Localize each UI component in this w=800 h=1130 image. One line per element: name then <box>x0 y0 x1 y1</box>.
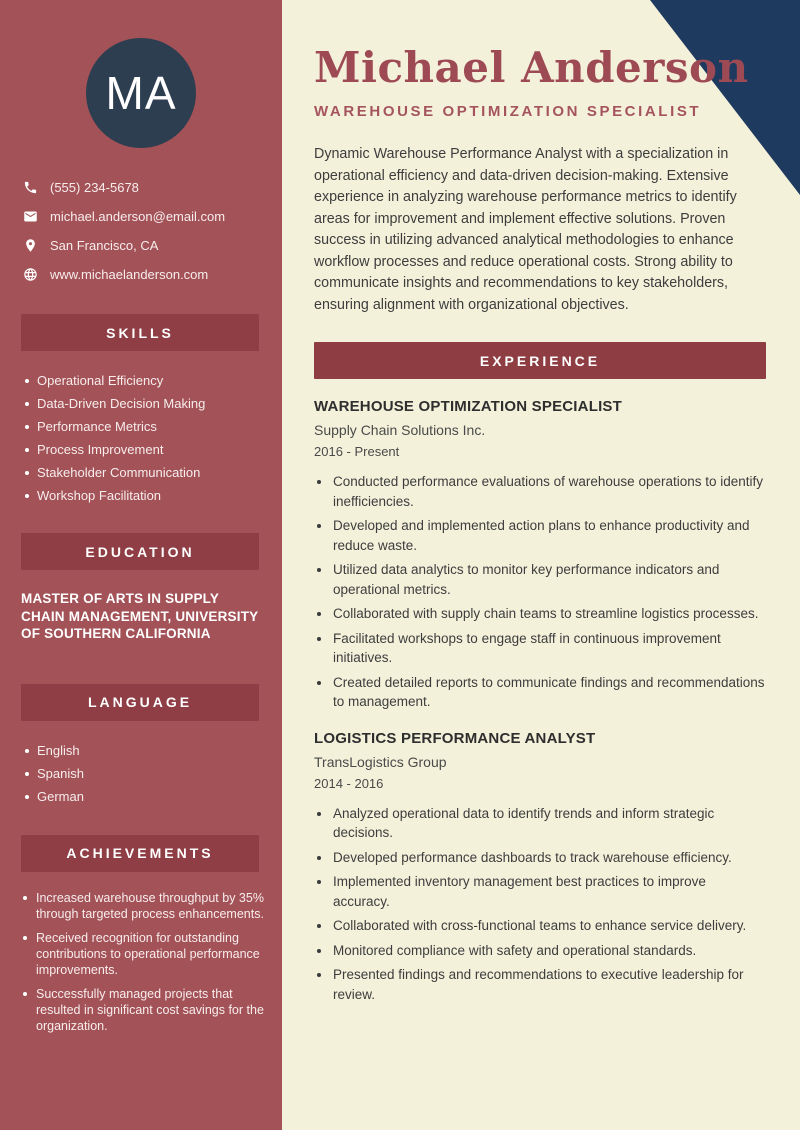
job-bullet-text: Utilized data analytics to monitor key performance indicators and operational metrics. <box>333 562 720 597</box>
sidebar <box>0 0 282 1130</box>
contact-website-text: www.michaelanderson.com <box>50 267 209 282</box>
job-company: Supply Chain Solutions Inc. <box>314 422 486 438</box>
contact-location <box>23 236 266 255</box>
job-bullet <box>314 560 766 599</box>
job-bullet-text: Analyzed operational data to identify trends and inform strategic decisions. <box>333 805 715 840</box>
language-section-header: LANGUAGE <box>21 684 259 721</box>
job-company: TransLogistics Group <box>314 753 447 770</box>
bullet-icon <box>317 973 321 977</box>
achievement-item <box>23 986 264 1034</box>
bullet-icon <box>317 880 321 884</box>
language-label: Spanish <box>37 765 84 781</box>
experience-section-header: EXPERIENCE <box>314 342 766 379</box>
main-column <box>282 0 800 1009</box>
bullet-icon <box>23 936 27 940</box>
bullet-icon <box>25 795 29 799</box>
profile-summary: Dynamic Warehouse Performance Analyst with a specialization in operational efficiency and data-driven decision-making. Extensive experience in analyzing warehouse performance metrics to identify areas for improvement and implement effective solutions. Proven success in utilizing advanced analytical methodologies to enhance workflow processes and reduce operational costs. Strong ability to communicate insights and recommendations to key stakeholders, ensuring alignment with organizational objectives. <box>314 146 737 313</box>
job-bullet <box>314 848 766 868</box>
job-title: LOGISTICS PERFORMANCE ANALYST <box>314 729 596 747</box>
achievement-item <box>23 930 264 978</box>
bullet-icon <box>25 379 29 383</box>
job-dates: 2016 - Present <box>314 444 400 459</box>
job-bullet <box>314 472 766 511</box>
job-title: WAREHOUSE OPTIMIZATION SPECIALIST <box>314 398 622 415</box>
language-item <box>25 785 264 808</box>
job-bullet-list <box>314 804 766 1005</box>
skills-list <box>25 369 264 507</box>
achievements-section-header: ACHIEVEMENTS <box>21 835 259 872</box>
bullet-icon <box>25 425 29 429</box>
skill-item <box>25 415 264 438</box>
job-bullet <box>314 916 766 936</box>
job-bullet <box>314 629 766 668</box>
bullet-icon <box>23 992 27 996</box>
contact-phone-text: (555) 234-5678 <box>50 180 139 195</box>
globe-icon <box>23 267 38 282</box>
contact-website <box>23 265 266 284</box>
skill-item <box>25 484 264 507</box>
skill-label: Data-Driven Decision Making <box>37 396 206 411</box>
bullet-icon <box>317 949 321 953</box>
language-item <box>25 762 264 785</box>
achievement-item <box>23 890 264 922</box>
job-bullet-text: Monitored compliance with safety and operational standards. <box>333 942 697 958</box>
bullet-icon <box>317 612 321 616</box>
language-label: English <box>37 742 80 758</box>
education-section-header: EDUCATION <box>21 533 259 570</box>
bullet-icon <box>25 772 29 776</box>
job-bullet <box>314 804 766 843</box>
job-bullet-text: Implemented inventory management best practices to improve accuracy. <box>333 874 706 909</box>
avatar <box>86 38 196 148</box>
job-bullet <box>314 941 766 961</box>
contact-email <box>23 207 266 226</box>
job-bullet-text: Created detailed reports to communicate findings and recommendations to management. <box>333 674 765 709</box>
skill-label: Performance Metrics <box>37 419 157 434</box>
job-bullet <box>314 604 766 624</box>
bullet-icon <box>317 856 321 860</box>
contact-email-text: michael.anderson@email.com <box>50 209 226 224</box>
bullet-icon <box>25 494 29 498</box>
bullet-icon <box>317 681 321 685</box>
bullet-icon <box>317 637 321 641</box>
education-degree: MASTER OF ARTS IN SUPPLY CHAIN MANAGEMENT, UNIVERSITY OF SOUTHERN CALIFORNIA <box>21 591 259 641</box>
bullet-icon <box>317 480 321 484</box>
skill-label: Workshop Facilitation <box>37 488 162 503</box>
bullet-icon <box>317 924 321 928</box>
bullet-icon <box>317 568 321 572</box>
language-list <box>25 739 264 808</box>
skills-section-header: SKILLS <box>21 314 259 351</box>
skill-item <box>25 438 264 461</box>
achievement-text: Successfully managed projects that resulted in significant cost savings for the organization. <box>36 986 264 1033</box>
achievements-list <box>23 890 264 1034</box>
contact-list <box>23 178 266 284</box>
job-bullet-text: Developed performance dashboards to track warehouse efficiency. <box>333 849 732 865</box>
skill-label: Process Improvement <box>37 442 164 457</box>
job-bullet-text: Facilitated workshops to engage staff in continuous improvement initiatives. <box>333 630 721 665</box>
person-name: Michael Anderson <box>314 43 749 92</box>
job-bullet <box>314 516 766 555</box>
achievement-text: Increased warehouse throughput by 35% through targeted process enhancements. <box>36 890 264 921</box>
job-bullet <box>314 872 766 911</box>
contact-location-text: San Francisco, CA <box>50 238 159 253</box>
job-bullet <box>314 965 766 1004</box>
job-bullet-text: Collaborated with supply chain teams to streamline logistics processes. <box>333 606 759 621</box>
job-dates: 2014 - 2016 <box>314 775 384 791</box>
skill-item <box>25 369 264 392</box>
avatar-initials: MA <box>105 67 177 119</box>
job-bullet-list <box>314 472 766 712</box>
bullet-icon <box>25 448 29 452</box>
language-item <box>25 739 264 762</box>
job-bullet-text: Presented findings and recommendations to executive leadership for review. <box>333 967 744 1002</box>
bullet-icon <box>317 524 321 528</box>
bullet-icon <box>317 812 321 816</box>
skill-item <box>25 392 264 415</box>
language-label: German <box>37 788 84 804</box>
phone-icon <box>23 180 38 195</box>
email-icon <box>23 209 38 224</box>
skill-label: Operational Efficiency <box>37 373 164 388</box>
job-bullet-text: Developed and implemented action plans to enhance productivity and reduce waste. <box>333 518 750 553</box>
person-headline: WAREHOUSE OPTIMIZATION SPECIALIST <box>314 103 702 120</box>
skill-label: Stakeholder Communication <box>37 465 201 480</box>
job-entry <box>314 730 766 1005</box>
location-pin-icon <box>23 238 38 253</box>
job-bullet-text: Collaborated with cross-functional teams to enhance service delivery. <box>333 918 747 933</box>
bullet-icon <box>25 749 29 753</box>
bullet-icon <box>25 471 29 475</box>
job-bullet-text: Conducted performance evaluations of warehouse operations to identify inefficiencies. <box>333 474 764 509</box>
job-entry <box>314 398 766 712</box>
bullet-icon <box>23 896 27 900</box>
contact-phone <box>23 178 266 197</box>
skill-item <box>25 461 264 484</box>
job-bullet <box>314 673 766 712</box>
bullet-icon <box>25 402 29 406</box>
achievement-text: Received recognition for outstanding contributions to operational performance improvements. <box>36 930 260 977</box>
